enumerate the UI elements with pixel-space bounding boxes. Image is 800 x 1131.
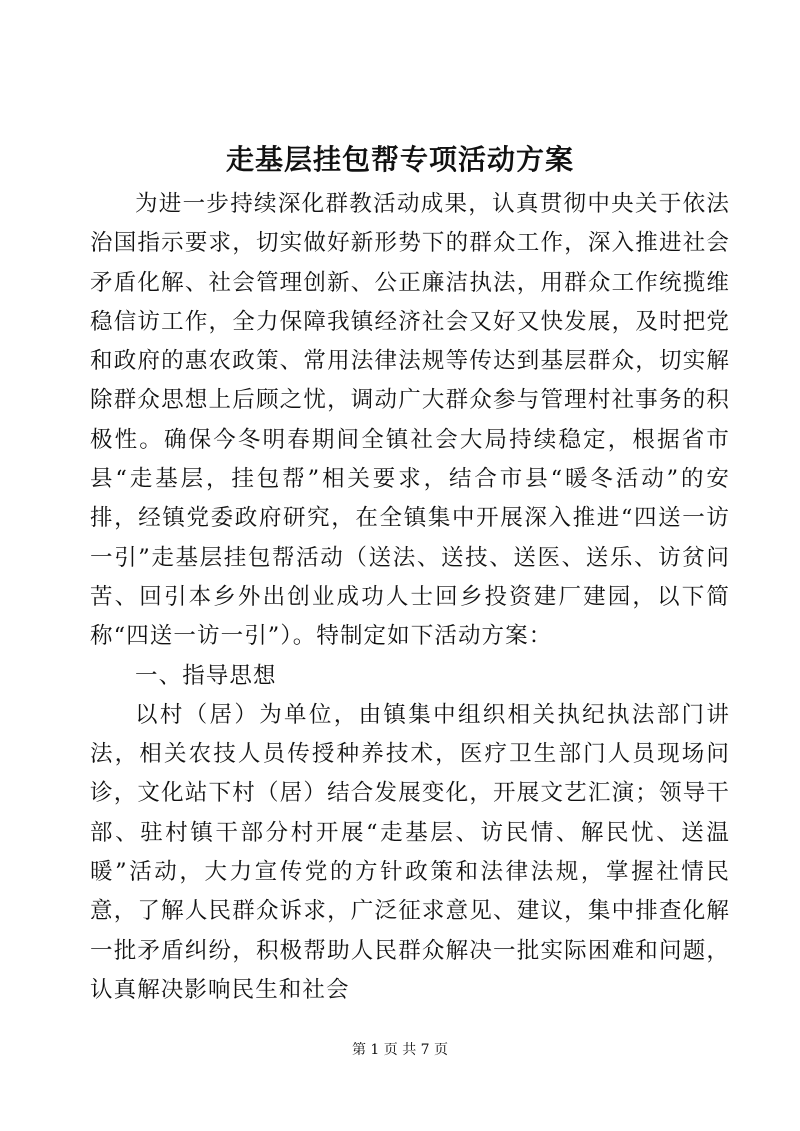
guiding-ideology-paragraph: 以村（居）为单位，由镇集中组织相关执纪执法部门讲法，相关农技人员传授种养技术，医疗卫生部门人员现场问诊，文化站下村（居）结合发展变化，开展文艺汇演；领导干部、驻村镇干部分村开展“走基层、访民情、解民忧、送温暖”活动，大力宣传党的方针政策和法律法规，掌握社情民意，了解人民群众诉求，广泛征求意见、建议，集中排查化解一批矛盾纠纷，积极帮助人民群众解决一批实际困难和问题，认真解决影响民生和社会 bbox=[90, 701, 730, 1003]
page-footer: 第 1 页 共 7 页 bbox=[351, 1042, 449, 1058]
document-title: 走基层挂包帮专项活动方案 bbox=[225, 143, 574, 176]
section-heading-guiding-ideology: 一、指导思想 bbox=[135, 662, 277, 689]
document-body bbox=[90, 185, 730, 1010]
intro-paragraph: 为进一步持续深化群教活动成果，认真贯彻中央关于依法治国指示要求，切实做好新形势下的群众工作，深入推进社会矛盾化解、社会管理创新、公正廉洁执法，用群众工作统揽维稳信访工作，全力保障我镇经济社会又好又快发展，及时把党和政府的惠农政策、常用法律法规等传达到基层群众，切实解除群众思想上后顾之忧，调动广大群众参与管理村社事务的积极性。确保今冬明春期间全镇社会大局持续稳定，根据省市县“走基层，挂包帮”相关要求，结合市县“暖冬活动”的安排，经镇党委政府研究，在全镇集中开展深入推进“四送一访一引”走基层挂包帮活动（送法、送技、送医、送乐、访贫问苦、回引本乡外出创业成功人士回乡投资建厂建园，以下简称“四送一访一引”）。特制定如下活动方案： bbox=[90, 191, 730, 650]
